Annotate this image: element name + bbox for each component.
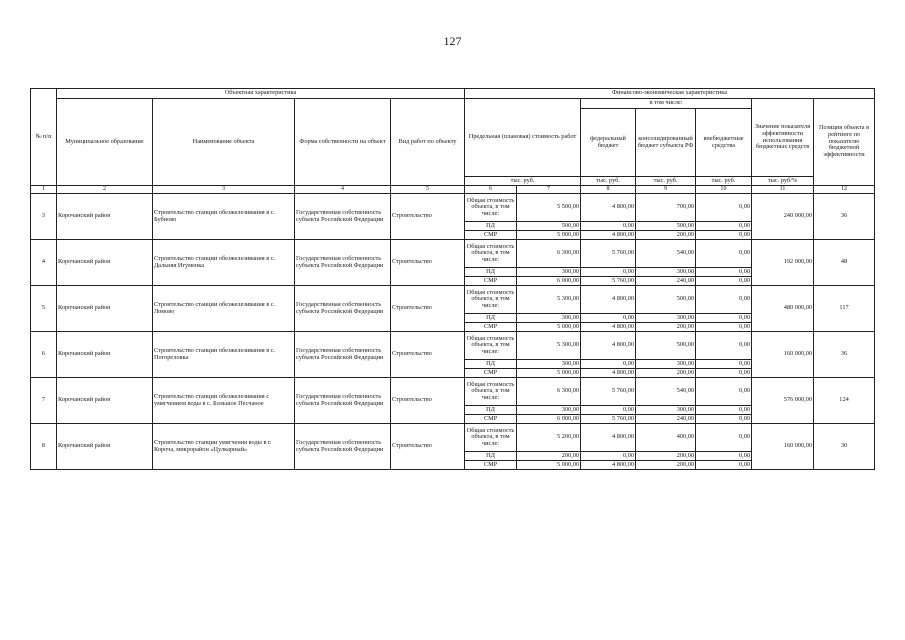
investment-objects-table xyxy=(30,88,875,470)
offbudget-cell: 0,00 xyxy=(696,415,752,424)
object-name-cell: Строительство станции обезжелезивания в с. Ломово xyxy=(153,286,295,332)
column-number: 10 xyxy=(696,186,752,194)
municipality-cell: Корочанский район xyxy=(57,240,153,286)
cost-label-cell: СМР xyxy=(465,323,517,332)
column-number: 1 xyxy=(31,186,57,194)
federal-cell: 0,00 xyxy=(581,222,636,231)
header-object-name: Наименование объекта xyxy=(153,99,295,186)
column-number: 2 xyxy=(57,186,153,194)
column-number: 12 xyxy=(814,186,875,194)
ownership-cell: Государственная собственность субъекта Российской Федерации xyxy=(295,424,391,470)
offbudget-cell: 0,00 xyxy=(696,222,752,231)
cost-cell: 5 000,00 xyxy=(517,461,581,470)
federal-cell: 4 800,00 xyxy=(581,286,636,314)
efficiency-cell: 192 000,00 xyxy=(752,240,814,286)
object-name-cell: Строительство станции умягчения воды в г. Короча, микрорайон «Цулкарный» xyxy=(153,424,295,470)
offbudget-cell: 0,00 xyxy=(696,378,752,406)
offbudget-cell: 0,00 xyxy=(696,268,752,277)
consolidated-cell: 300,00 xyxy=(636,406,696,415)
header-rating-position: Позиция объекта в рейтинге по показателю бюджетной эффективности xyxy=(814,99,875,186)
federal-cell: 4 800,00 xyxy=(581,231,636,240)
cost-cell: 5 200,00 xyxy=(517,424,581,452)
offbudget-cell: 0,00 xyxy=(696,231,752,240)
federal-cell: 4 800,00 xyxy=(581,332,636,360)
cost-label-cell: Общая стоимость объекта, в том числе: xyxy=(465,332,517,360)
cost-cell: 200,00 xyxy=(517,452,581,461)
cost-cell: 5 000,00 xyxy=(517,323,581,332)
cost-label-cell: ПД xyxy=(465,406,517,415)
cost-label-cell: Общая стоимость объекта, в том числе: xyxy=(465,194,517,222)
header-max-cost: Предельная (плановая) стоимость работ xyxy=(465,99,581,177)
federal-cell: 5 760,00 xyxy=(581,415,636,424)
cost-cell: 300,00 xyxy=(517,314,581,323)
cost-label-cell: Общая стоимость объекта, в том числе: xyxy=(465,286,517,314)
ownership-cell: Государственная собственность субъекта Российской Федерации xyxy=(295,332,391,378)
column-number: 6 xyxy=(465,186,517,194)
object-row xyxy=(31,194,875,222)
unit-max-cost: тыс. руб. xyxy=(465,177,581,186)
municipality-cell: Корочанский район xyxy=(57,332,153,378)
ownership-cell: Государственная собственность субъекта Российской Федерации xyxy=(295,286,391,332)
offbudget-cell: 0,00 xyxy=(696,461,752,470)
federal-cell: 5 760,00 xyxy=(581,277,636,286)
object-name-cell: Строительство станции обезжелезивания в с. Погореловка xyxy=(153,332,295,378)
consolidated-cell: 300,00 xyxy=(636,314,696,323)
header-consolidated: консолидированный бюджет субъекта РФ xyxy=(636,109,696,177)
row-number-cell: 5 xyxy=(31,286,57,332)
federal-cell: 4 800,00 xyxy=(581,194,636,222)
row-number-cell: 4 xyxy=(31,240,57,286)
header-group-finance: Финансово-экономическая характеристика xyxy=(465,89,875,99)
column-number: 11 xyxy=(752,186,814,194)
work-type-cell: Строительство xyxy=(391,286,465,332)
object-row xyxy=(31,378,875,406)
cost-cell: 5 500,00 xyxy=(517,194,581,222)
offbudget-cell: 0,00 xyxy=(696,240,752,268)
consolidated-cell: 240,00 xyxy=(636,277,696,286)
object-row xyxy=(31,332,875,360)
cost-cell: 6 000,00 xyxy=(517,277,581,286)
offbudget-cell: 0,00 xyxy=(696,360,752,369)
cost-cell: 300,00 xyxy=(517,406,581,415)
work-type-cell: Строительство xyxy=(391,378,465,424)
consolidated-cell: 200,00 xyxy=(636,369,696,378)
federal-cell: 0,00 xyxy=(581,452,636,461)
consolidated-cell: 240,00 xyxy=(636,415,696,424)
cost-cell: 5 300,00 xyxy=(517,332,581,360)
consolidated-cell: 500,00 xyxy=(636,332,696,360)
consolidated-cell: 200,00 xyxy=(636,452,696,461)
unit-consolidated: тыс. руб. xyxy=(636,177,696,186)
row-number-cell: 7 xyxy=(31,378,57,424)
federal-cell: 5 760,00 xyxy=(581,378,636,406)
rating-cell: 36 xyxy=(814,194,875,240)
table-body xyxy=(31,186,875,470)
federal-cell: 0,00 xyxy=(581,314,636,323)
consolidated-cell: 500,00 xyxy=(636,286,696,314)
efficiency-cell: 160 000,00 xyxy=(752,424,814,470)
cost-cell: 5 300,00 xyxy=(517,286,581,314)
offbudget-cell: 0,00 xyxy=(696,314,752,323)
offbudget-cell: 0,00 xyxy=(696,424,752,452)
cost-cell: 300,00 xyxy=(517,268,581,277)
cost-label-cell: СМР xyxy=(465,369,517,378)
consolidated-cell: 540,00 xyxy=(636,378,696,406)
consolidated-cell: 200,00 xyxy=(636,461,696,470)
municipality-cell: Корочанский район xyxy=(57,378,153,424)
header-including: в том числе: xyxy=(581,99,752,109)
object-name-cell: Строительство станции обезжелезивания в с. Бубново xyxy=(153,194,295,240)
column-number: 7 xyxy=(517,186,581,194)
cost-cell: 6 300,00 xyxy=(517,240,581,268)
federal-cell: 4 800,00 xyxy=(581,461,636,470)
cost-label-cell: Общая стоимость объекта, в том числе: xyxy=(465,378,517,406)
column-number: 3 xyxy=(153,186,295,194)
federal-cell: 4 800,00 xyxy=(581,323,636,332)
cost-label-cell: Общая стоимость объекта, в том числе: xyxy=(465,424,517,452)
cost-label-cell: ПД xyxy=(465,360,517,369)
cost-cell: 6 000,00 xyxy=(517,415,581,424)
efficiency-cell: 480 000,00 xyxy=(752,286,814,332)
municipality-cell: Корочанский район xyxy=(57,286,153,332)
consolidated-cell: 700,00 xyxy=(636,194,696,222)
offbudget-cell: 0,00 xyxy=(696,369,752,378)
cost-label-cell: Общая стоимость объекта, в том числе: xyxy=(465,240,517,268)
object-row xyxy=(31,286,875,314)
offbudget-cell: 0,00 xyxy=(696,332,752,360)
consolidated-cell: 400,00 xyxy=(636,424,696,452)
cost-cell: 6 300,00 xyxy=(517,378,581,406)
cost-label-cell: ПД xyxy=(465,314,517,323)
offbudget-cell: 0,00 xyxy=(696,406,752,415)
consolidated-cell: 200,00 xyxy=(636,323,696,332)
rating-cell: 124 xyxy=(814,378,875,424)
cost-label-cell: ПД xyxy=(465,222,517,231)
work-type-cell: Строительство xyxy=(391,240,465,286)
header-federal: федеральный бюджет xyxy=(581,109,636,177)
federal-cell: 0,00 xyxy=(581,268,636,277)
rating-cell: 48 xyxy=(814,240,875,286)
header-work-type: Вид работ по объекту xyxy=(391,99,465,186)
work-type-cell: Строительство xyxy=(391,194,465,240)
header-efficiency-value: Значение показателя эффективности использования бюджетных средств xyxy=(752,99,814,177)
offbudget-cell: 0,00 xyxy=(696,286,752,314)
consolidated-cell: 300,00 xyxy=(636,360,696,369)
work-type-cell: Строительство xyxy=(391,332,465,378)
header-col-no: № п/п xyxy=(31,89,57,186)
federal-cell: 5 760,00 xyxy=(581,240,636,268)
federal-cell: 0,00 xyxy=(581,406,636,415)
header-group-object: Объектная характеристика xyxy=(57,89,465,99)
cost-label-cell: СМР xyxy=(465,231,517,240)
cost-label-cell: ПД xyxy=(465,268,517,277)
object-name-cell: Строительство станции обезжелезивания в с. Дальняя Игуменка xyxy=(153,240,295,286)
column-number: 5 xyxy=(391,186,465,194)
unit-offbudget: тыс. руб. xyxy=(696,177,752,186)
ownership-cell: Государственная собственность субъекта Российской Федерации xyxy=(295,378,391,424)
unit-federal: тыс. руб. xyxy=(581,177,636,186)
column-number: 8 xyxy=(581,186,636,194)
cost-label-cell: СМР xyxy=(465,277,517,286)
cost-cell: 300,00 xyxy=(517,360,581,369)
cost-cell: 500,00 xyxy=(517,222,581,231)
offbudget-cell: 0,00 xyxy=(696,452,752,461)
offbudget-cell: 0,00 xyxy=(696,277,752,286)
efficiency-cell: 240 000,00 xyxy=(752,194,814,240)
consolidated-cell: 300,00 xyxy=(636,268,696,277)
offbudget-cell: 0,00 xyxy=(696,194,752,222)
rating-cell: 30 xyxy=(814,424,875,470)
federal-cell: 4 800,00 xyxy=(581,424,636,452)
cost-label-cell: СМР xyxy=(465,461,517,470)
cost-cell: 5 000,00 xyxy=(517,231,581,240)
column-number: 9 xyxy=(636,186,696,194)
page-number: 127 xyxy=(443,34,462,48)
row-number-cell: 3 xyxy=(31,194,57,240)
work-type-cell: Строительство xyxy=(391,424,465,470)
header-ownership: Форма собственности на объект xyxy=(295,99,391,186)
object-row xyxy=(31,424,875,452)
row-number-cell: 6 xyxy=(31,332,57,378)
efficiency-cell: 576 000,00 xyxy=(752,378,814,424)
cost-label-cell: СМР xyxy=(465,415,517,424)
rating-cell: 117 xyxy=(814,286,875,332)
object-name-cell: Строительство станции обезжелезивания с умягчением воды в с. Большое Песчаное xyxy=(153,378,295,424)
federal-cell: 4 800,00 xyxy=(581,369,636,378)
header-offbudget: внебюджетные средства xyxy=(696,109,752,177)
unit-efficiency: тыс. руб/% xyxy=(752,177,814,186)
cost-label-cell: ПД xyxy=(465,452,517,461)
ownership-cell: Государственная собственность субъекта Российской Федерации xyxy=(295,194,391,240)
column-number-row xyxy=(31,186,875,194)
consolidated-cell: 200,00 xyxy=(636,231,696,240)
offbudget-cell: 0,00 xyxy=(696,323,752,332)
object-row xyxy=(31,240,875,268)
efficiency-cell: 160 000,00 xyxy=(752,332,814,378)
municipality-cell: Корочанский район xyxy=(57,194,153,240)
consolidated-cell: 540,00 xyxy=(636,240,696,268)
ownership-cell: Государственная собственность субъекта Российской Федерации xyxy=(295,240,391,286)
municipality-cell: Корочанский район xyxy=(57,424,153,470)
header-municipality: Муниципальное образование xyxy=(57,99,153,186)
row-number-cell: 8 xyxy=(31,424,57,470)
column-number: 4 xyxy=(295,186,391,194)
rating-cell: 36 xyxy=(814,332,875,378)
cost-cell: 5 000,00 xyxy=(517,369,581,378)
federal-cell: 0,00 xyxy=(581,360,636,369)
consolidated-cell: 500,00 xyxy=(636,222,696,231)
